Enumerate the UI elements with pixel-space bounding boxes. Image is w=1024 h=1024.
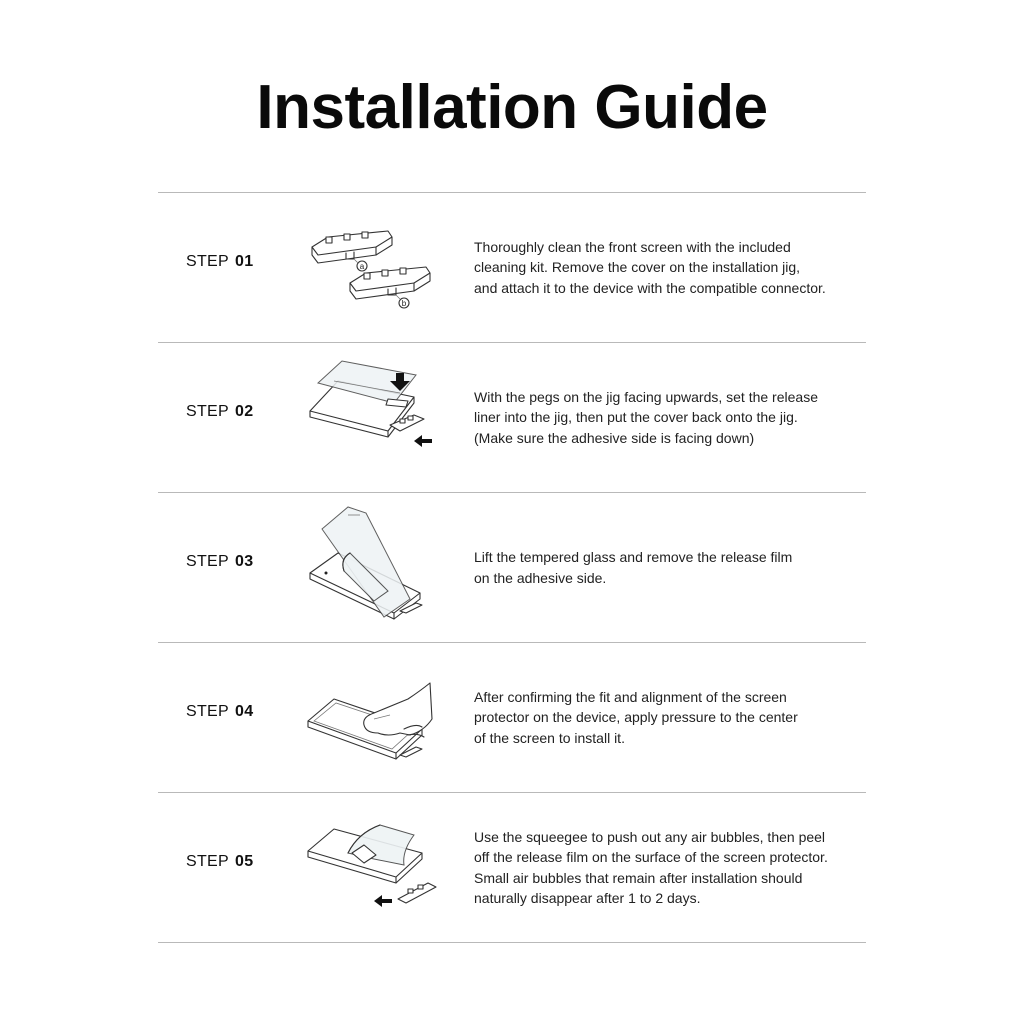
jig-parts-icon [304, 203, 444, 331]
step-number: 05 [235, 853, 254, 870]
step-number: 02 [235, 403, 254, 420]
set-liner-icon [304, 353, 444, 481]
step-label: STEP 05 [186, 853, 254, 870]
svg-text:a: a [359, 262, 365, 271]
press-center-icon [304, 653, 444, 781]
step-04 [158, 643, 866, 792]
step-description: Use the squeegee to push out any air bubbles, then peel off the release film on the surface of the screen protector. Small air bubbles that remain after installation should naturally disappear after 1 to 2 days. [474, 828, 828, 906]
page-title: Installation Guide [256, 73, 768, 142]
squeegee-peel-icon [304, 803, 444, 931]
step-label: STEP 04 [186, 703, 254, 720]
step-description: After confirming the fit and alignment of the screen protector on the device, apply pressure to the center of the screen to install it. [474, 688, 798, 746]
lift-glass-icon [304, 503, 444, 631]
installation-steps [158, 192, 866, 943]
step-label: STEP 02 [186, 403, 254, 420]
svg-text:b: b [401, 299, 407, 308]
step-description: Thoroughly clean the front screen with the included cleaning kit. Remove the cover on the installation jig, and attach it to the device with the compatible connector. [474, 238, 826, 296]
step-03 [158, 493, 866, 642]
step-01 [158, 193, 866, 342]
step-label: STEP 03 [186, 553, 254, 570]
step-number: 01 [235, 253, 254, 270]
step-description: With the pegs on the jig facing upwards, set the release liner into the jig, then put the cover back onto the jig. (Make sure the adhesive side is facing down) [474, 388, 818, 446]
step-number: 04 [235, 703, 254, 720]
step-number: 03 [235, 553, 254, 570]
step-02 [158, 343, 866, 492]
step-description: Lift the tempered glass and remove the release film on the adhesive side. [474, 549, 793, 586]
step-05 [158, 793, 866, 942]
step-label: STEP 01 [186, 253, 254, 270]
divider [158, 942, 866, 943]
